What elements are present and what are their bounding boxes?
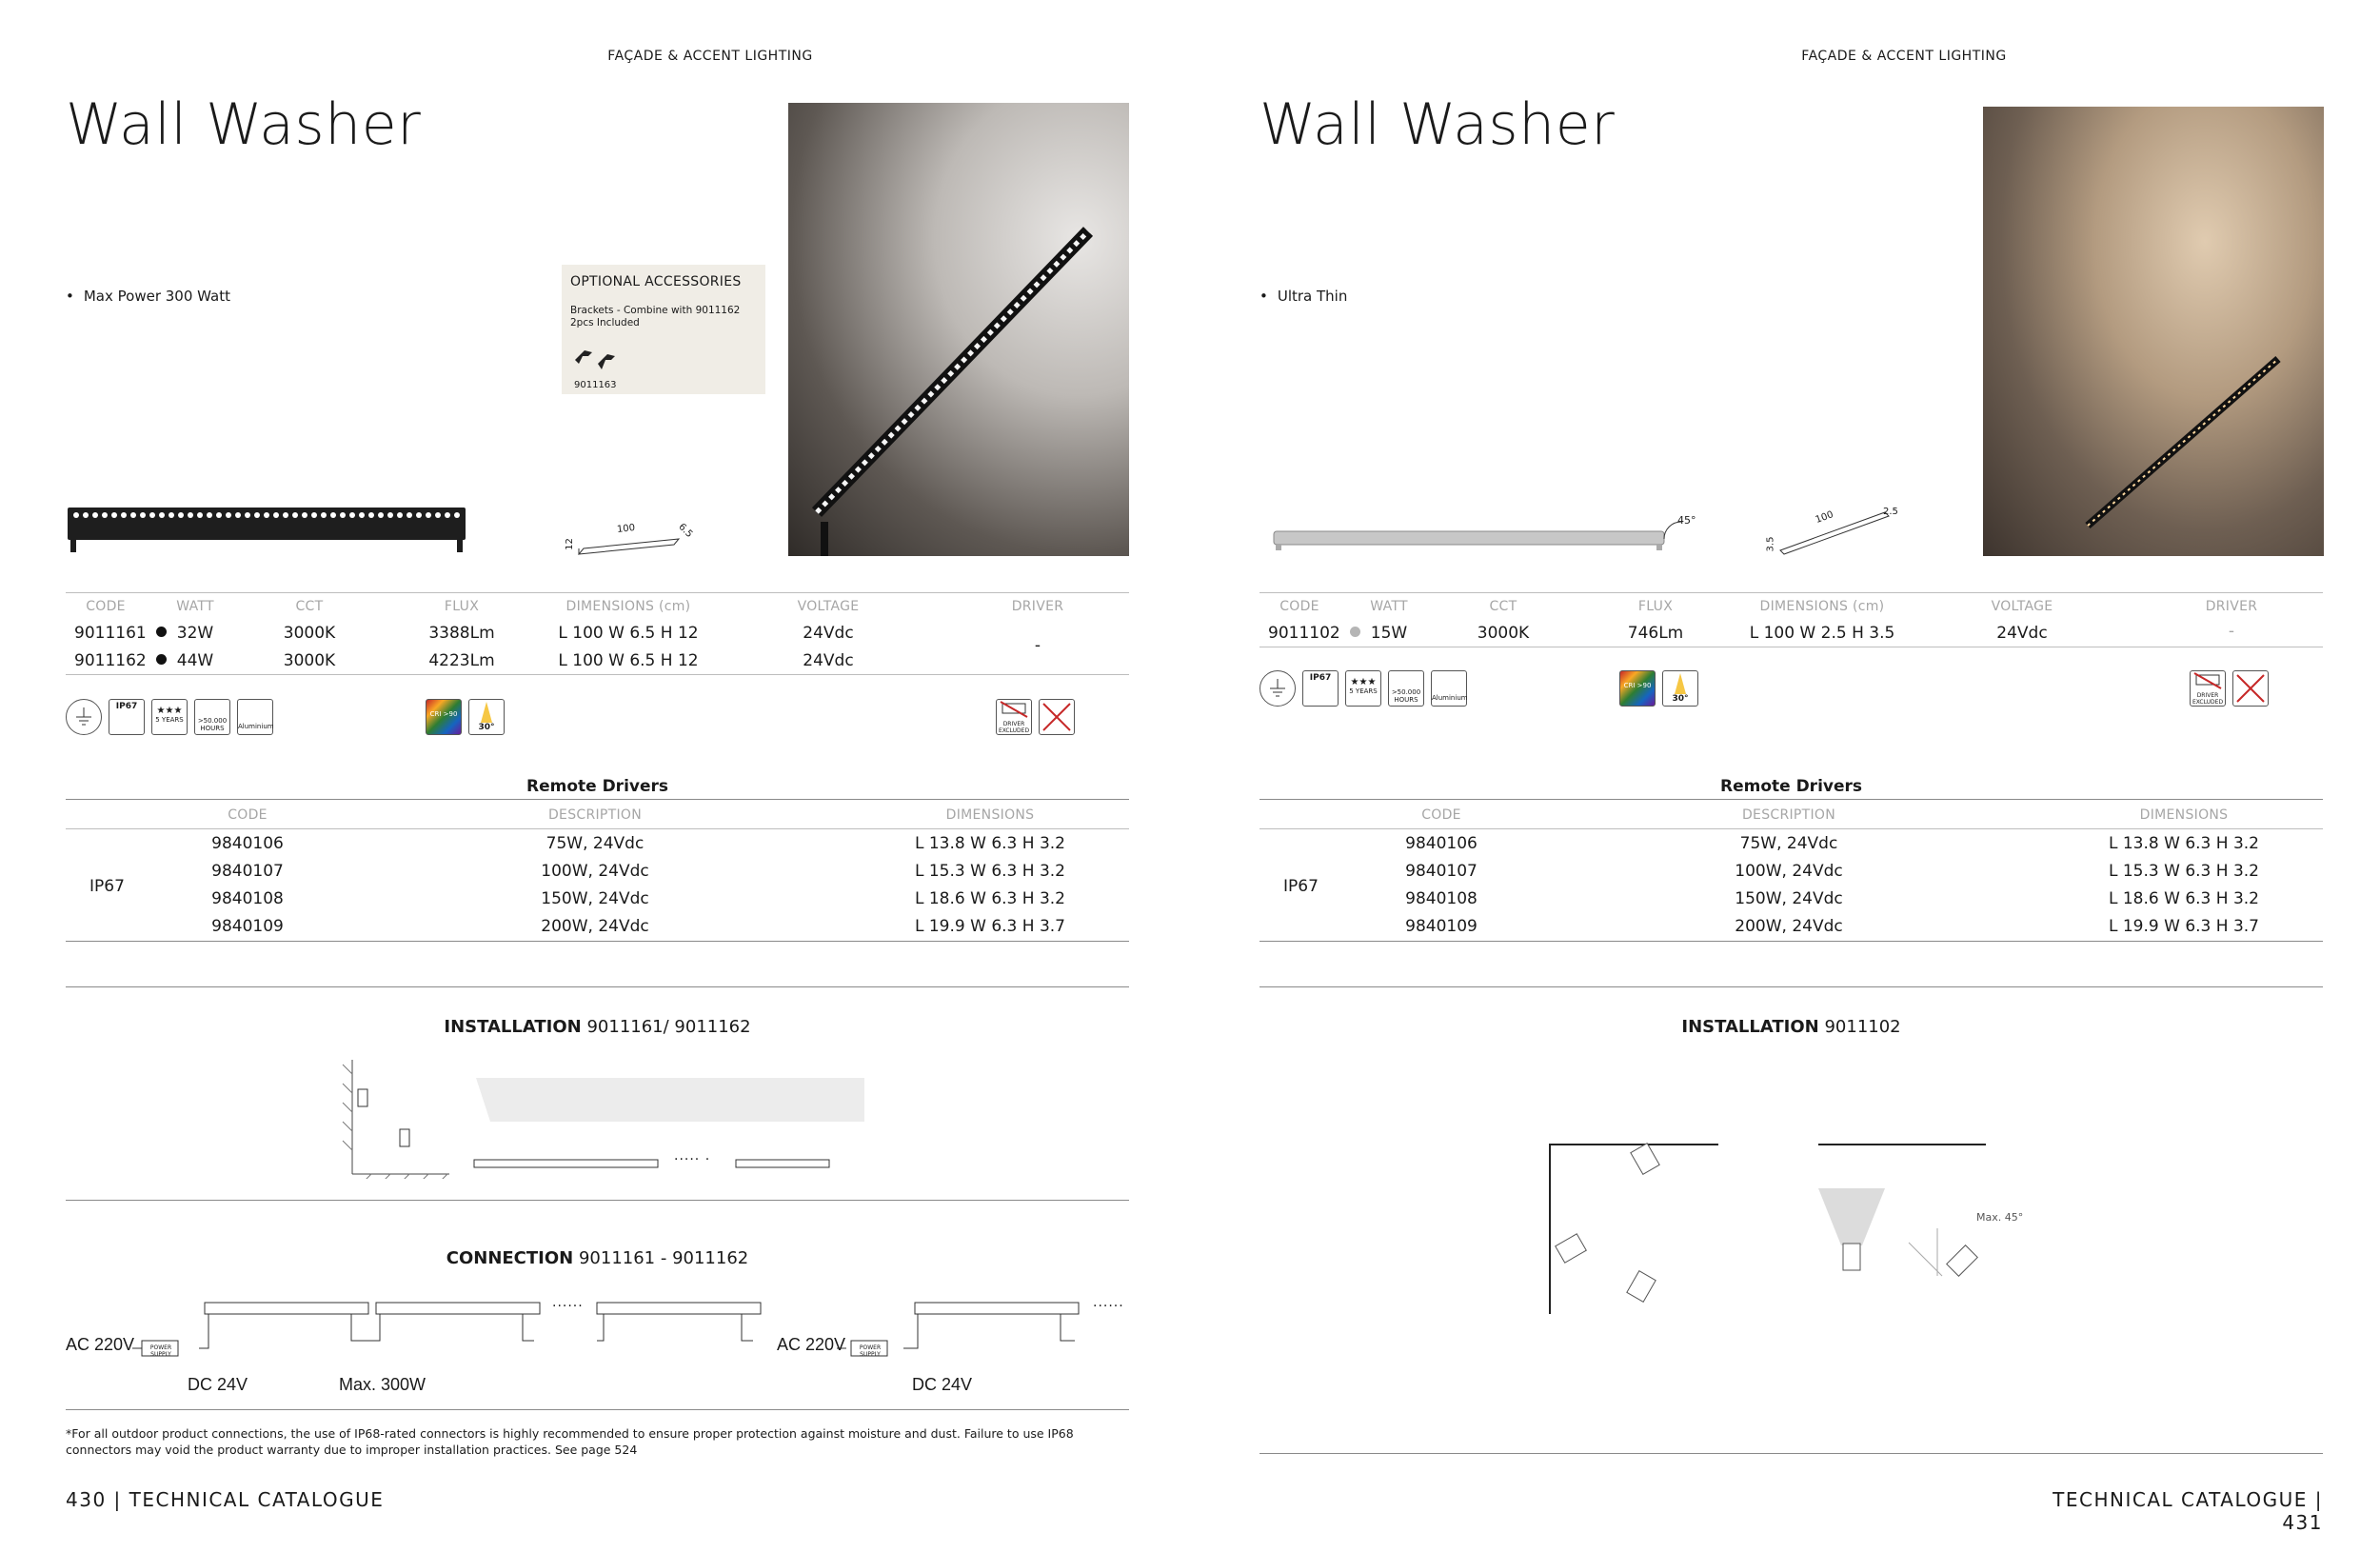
driver-code: 9840109 — [1405, 917, 1478, 936]
max-power-label: Max. 300W — [339, 1375, 426, 1394]
remote-header-rule — [1259, 828, 2323, 829]
dimension-length: 100 — [1814, 509, 1835, 526]
ip-rating-icon: IP67 — [1302, 670, 1339, 707]
table-top-rule — [66, 592, 1129, 593]
row-dimensions: L 100 W 6.5 H 12 — [558, 624, 699, 643]
col-cct: CCT — [295, 599, 324, 614]
remote-bottom-rule — [66, 941, 1129, 942]
col-dimensions: DIMENSIONS — [945, 807, 1035, 823]
dc-voltage-label: DC 24V — [912, 1375, 973, 1394]
no-dimming-icon — [1039, 699, 1075, 735]
beam-angle-icon: 30° — [1662, 670, 1698, 707]
driver-excluded-icon: DRIVER EXCLUDED — [996, 699, 1032, 735]
cri-icon: CRI >90 — [426, 699, 462, 735]
driver-description: 75W, 24Vdc — [1739, 834, 1838, 853]
col-code: CODE — [1279, 599, 1319, 614]
max-angle-label: Max. 45° — [1976, 1211, 2024, 1224]
row-driver: - — [1034, 636, 1041, 655]
power-supply-label: POWER SUPPLY — [859, 1344, 882, 1358]
dimension-height: 3.5 — [1765, 536, 1776, 552]
driver-description: 75W, 24Vdc — [545, 834, 645, 853]
connection-dots: ······ — [552, 1299, 584, 1314]
section-rule — [1259, 1453, 2323, 1454]
feature-bullet: • Ultra Thin — [1259, 288, 1347, 305]
ac-voltage-label: AC 220V — [777, 1335, 846, 1354]
row-flux: 4223Lm — [428, 651, 495, 670]
optional-accessories-box — [562, 265, 765, 394]
power-supply-label: POWER SUPPLY — [149, 1344, 172, 1358]
feature-bullet: • Max Power 300 Watt — [66, 288, 230, 305]
ip-label: IP67 — [1283, 877, 1319, 896]
driver-code: 9840106 — [1405, 834, 1478, 853]
col-flux: FLUX — [444, 599, 480, 614]
remote-drivers-title: Remote Drivers — [526, 777, 669, 796]
wall-washer-light-bar — [788, 103, 1129, 556]
remote-header-rule — [66, 828, 1129, 829]
page-footer: 430 | TECHNICAL CATALOGUE — [66, 1488, 385, 1511]
ip-label: IP67 — [89, 877, 125, 896]
section-rule — [66, 1200, 1129, 1201]
driver-code: 9840107 — [211, 862, 284, 881]
row-cct: 3000K — [1477, 624, 1530, 643]
page-title: Wall Washer — [1259, 91, 1616, 158]
row-driver: - — [2228, 622, 2235, 641]
col-watt: WATT — [1370, 599, 1408, 614]
driver-code: 9840106 — [211, 834, 284, 853]
row-code: 9011161 — [74, 624, 147, 643]
table-top-rule — [1259, 592, 2323, 593]
col-flux: FLUX — [1637, 599, 1674, 614]
driver-dimensions: L 15.3 W 6.3 H 3.2 — [914, 862, 1065, 881]
row-voltage: 24Vdc — [1996, 624, 2048, 643]
installation-title: INSTALLATION 9011161/ 9011162 — [444, 1017, 751, 1037]
col-dimensions: DIMENSIONS — [2139, 807, 2229, 823]
accessories-code: 9011163 — [574, 380, 617, 390]
ac-voltage-label: AC 220V — [66, 1335, 135, 1354]
row-code: 9011102 — [1268, 624, 1340, 643]
installation-title: INSTALLATION 9011102 — [1681, 1017, 1901, 1037]
remote-bottom-rule — [1259, 941, 2323, 942]
hours-icon: >50.000 HOURS — [194, 699, 230, 735]
col-code: CODE — [1421, 807, 1461, 823]
connection-dots: ······ — [1093, 1299, 1124, 1314]
section-rule — [66, 1409, 1129, 1410]
col-dimensions: DIMENSIONS (cm) — [565, 599, 691, 614]
row-watt: 15W — [1370, 624, 1408, 643]
row-voltage: 24Vdc — [803, 624, 854, 643]
product-photo — [788, 103, 1129, 556]
beam-angle-icon: 30° — [468, 699, 505, 735]
hours-icon: >50.000 HOURS — [1388, 670, 1424, 707]
accessories-title: OPTIONAL ACCESSORIES — [570, 274, 742, 289]
section-rule — [1259, 986, 2323, 987]
col-description: DESCRIPTION — [1741, 807, 1836, 823]
page-title: Wall Washer — [66, 91, 422, 158]
driver-dimensions: L 18.6 W 6.3 H 3.2 — [914, 889, 1065, 908]
installation-diagram — [1542, 1133, 2037, 1324]
accessories-description: Brackets - Combine with 9011162 2pcs Included — [570, 305, 741, 329]
aluminium-icon: Aluminium — [237, 699, 273, 735]
row-voltage: 24Vdc — [803, 651, 854, 670]
row-watt: 44W — [176, 651, 214, 670]
driver-dimensions: L 15.3 W 6.3 H 3.2 — [2108, 862, 2259, 881]
row-cct: 3000K — [283, 624, 336, 643]
row-flux: 3388Lm — [428, 624, 495, 643]
remote-top-rule — [1259, 799, 2323, 800]
col-driver: DRIVER — [2205, 599, 2258, 614]
section-header: FAÇADE & ACCENT LIGHTING — [1801, 49, 2007, 64]
driver-code: 9840108 — [211, 889, 284, 908]
row-dimensions: L 100 W 2.5 H 3.5 — [1749, 624, 1895, 643]
driver-excluded-icon: DRIVER EXCLUDED — [2190, 670, 2226, 707]
ip-rating-icon: IP67 — [109, 699, 145, 735]
driver-description: 100W, 24Vdc — [1735, 862, 1843, 881]
remote-top-rule — [66, 799, 1129, 800]
driver-dimensions: L 18.6 W 6.3 H 3.2 — [2108, 889, 2259, 908]
dimension-width: 2.5 — [1883, 507, 1898, 517]
row-flux: 746Lm — [1627, 624, 1684, 643]
driver-dimensions: L 13.8 W 6.3 H 3.2 — [914, 834, 1065, 853]
driver-dimensions: L 19.9 W 6.3 H 3.7 — [2108, 917, 2259, 936]
col-description: DESCRIPTION — [547, 807, 643, 823]
warranty-icon: ★★★ 5 YEARS — [151, 699, 188, 735]
bracket-icon — [571, 339, 628, 377]
driver-code: 9840108 — [1405, 889, 1478, 908]
wall-washer-light-bar — [1983, 107, 2324, 556]
connection-title: CONNECTION 9011161 - 9011162 — [446, 1248, 749, 1268]
driver-description: 100W, 24Vdc — [541, 862, 649, 881]
row-cct: 3000K — [283, 651, 336, 670]
col-dimensions: DIMENSIONS (cm) — [1759, 599, 1885, 614]
earth-ground-icon — [1259, 670, 1296, 707]
table-row — [74, 624, 167, 643]
dc-voltage-label: DC 24V — [188, 1375, 248, 1394]
page-footer: TECHNICAL CATALOGUE | 431 — [2053, 1488, 2323, 1534]
section-header: FAÇADE & ACCENT LIGHTING — [607, 49, 813, 64]
table-row — [74, 651, 167, 670]
col-watt: WATT — [176, 599, 214, 614]
aluminium-icon: Aluminium — [1431, 670, 1467, 707]
driver-description: 150W, 24Vdc — [1735, 889, 1843, 908]
row-code: 9011162 — [74, 651, 147, 670]
installation-diagram — [324, 1055, 895, 1179]
angle-label: 45° — [1677, 514, 1696, 527]
row-watt: 32W — [176, 624, 214, 643]
product-image-wall-washer — [1272, 522, 1681, 560]
table-row — [1268, 624, 1360, 643]
dimension-width: 6.5 — [676, 521, 695, 541]
col-voltage: VOLTAGE — [797, 599, 860, 614]
product-photo — [1983, 107, 2324, 556]
remote-drivers-title: Remote Drivers — [1719, 777, 1863, 796]
col-code: CODE — [86, 599, 126, 614]
footnote: *For all outdoor product connections, the use of IP68-rated connectors is highly recommended to ensure proper protection against moisture and dust. Failure to use IP68 connectors may void the product warranty due to improper installation practices. See page 524 — [66, 1426, 1074, 1457]
dimension-height: 12 — [564, 538, 575, 550]
installation-dots: ····· · — [674, 1152, 711, 1167]
col-driver: DRIVER — [1011, 599, 1064, 614]
col-cct: CCT — [1489, 599, 1517, 614]
cri-icon: CRI >90 — [1619, 670, 1656, 707]
dimension-length: 100 — [616, 523, 636, 535]
warranty-icon: ★★★ 5 YEARS — [1345, 670, 1381, 707]
col-voltage: VOLTAGE — [1991, 599, 2053, 614]
section-rule — [66, 986, 1129, 987]
product-image-wall-washer — [63, 503, 472, 560]
earth-ground-icon — [66, 699, 102, 735]
table-bottom-rule — [66, 674, 1129, 675]
driver-code: 9840107 — [1405, 862, 1478, 881]
col-code: CODE — [228, 807, 268, 823]
driver-code: 9840109 — [211, 917, 284, 936]
no-dimming-icon — [2232, 670, 2269, 707]
dimension-sketch — [560, 514, 703, 562]
driver-dimensions: L 13.8 W 6.3 H 3.2 — [2108, 834, 2259, 853]
driver-description: 200W, 24Vdc — [541, 917, 649, 936]
driver-description: 200W, 24Vdc — [1735, 917, 1843, 936]
row-dimensions: L 100 W 6.5 H 12 — [558, 651, 699, 670]
driver-description: 150W, 24Vdc — [541, 889, 649, 908]
driver-dimensions: L 19.9 W 6.3 H 3.7 — [914, 917, 1065, 936]
